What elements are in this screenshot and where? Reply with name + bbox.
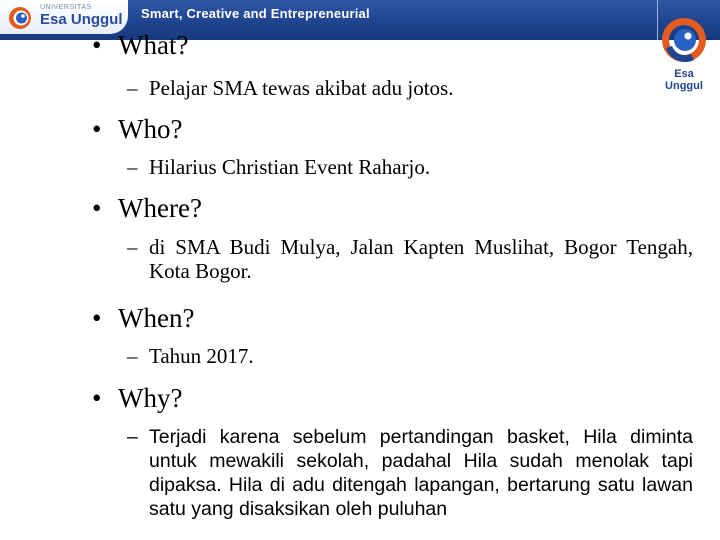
sub-what: [127, 76, 697, 100]
sub-text: di SMA Budi Mulya, Jalan Kapten Muslihat, Bogor Tengah, Kota Bogor.: [149, 235, 693, 283]
bullet-label: What?: [118, 30, 189, 60]
bullet-what: [92, 30, 188, 60]
bullet-label: When?: [118, 303, 195, 333]
sub-text: Terjadi karena sebelum pertandingan basket, Hila diminta untuk mewakili sekolah, padahal Hila sudah menolak tapi dipaksa. Hila di adu ditengah lapangan, bertarung satu lawan satu yang disaksikan oleh puluhan: [149, 426, 693, 520]
sub-text: Hilarius Christian Event Raharjo.: [149, 155, 431, 179]
bullet-dot: •: [92, 114, 102, 144]
sub-dash: –: [127, 155, 138, 179]
bullet-dot: •: [92, 30, 102, 60]
header-tagline: Smart, Creative and Entrepreneurial: [141, 6, 370, 21]
sub-who: [127, 155, 697, 179]
sub-text: Pelajar SMA tewas akibat adu jotos.: [149, 76, 454, 100]
bullet-dot: •: [92, 193, 102, 223]
bullet-when: [92, 303, 194, 333]
bullet-label: Who?: [118, 114, 183, 144]
bullet-label: Why?: [118, 383, 183, 413]
sub-where: [127, 235, 693, 283]
logo-subtitle: UNIVERSITAS: [40, 4, 92, 11]
bullet-label: Where?: [118, 193, 202, 223]
logo-name: Esa Unggul: [40, 11, 123, 28]
sub-text: Tahun 2017.: [149, 344, 254, 368]
bullet-dot: •: [92, 383, 102, 413]
sub-dash: –: [127, 76, 138, 100]
bullet-who: [92, 114, 182, 144]
sub-when: [127, 344, 697, 368]
bullet-where: [92, 193, 202, 223]
corner-logo-name: Esa Unggul: [665, 68, 703, 92]
sub-dash: –: [127, 235, 138, 259]
bullet-dot: •: [92, 303, 102, 333]
sub-why: [127, 425, 693, 540]
bullet-why: [92, 383, 182, 413]
sub-dash: –: [127, 426, 138, 448]
sub-dash: –: [127, 344, 138, 368]
